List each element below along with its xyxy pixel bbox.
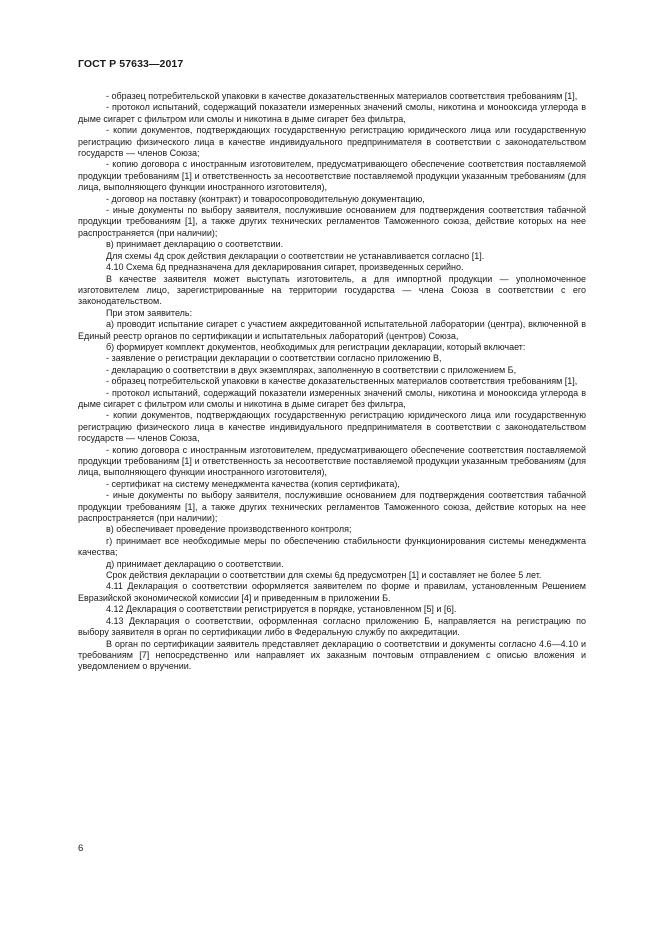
- document-header: ГОСТ Р 57633—2017: [78, 58, 184, 70]
- paragraph: - копии документов, подтверждающих государственную регистрацию юридического лица или государственную регистрацию физического лица в качестве индивидуального предпринимателя в соответствии с законодательством государств — членов Союза,: [78, 410, 586, 444]
- paragraph: В орган по сертификации заявитель представляет декларацию о соответствии и документы согласно 4.6—4.10 и требованиям [7] непосредственно или направляет их заказным почтовым отправлением с описью вложения и уведомлением о вручении.: [78, 638, 586, 672]
- paragraph: - копию договора с иностранным изготовителем, предусматривающего обеспечение соответствия поставляемой продукции требованиям [1] и ответственность за несоответствие поставляемой продукции указанным требованиям (для лица, выполняющего функции иностранного изготовителя),: [78, 159, 586, 193]
- paragraph: - договор на поставку (контракт) и товаросопроводительную документацию,: [106, 193, 425, 204]
- paragraph: При этом заявитель:: [106, 307, 193, 318]
- paragraph: В качестве заявителя может выступать изготовитель, а для импортной продукции — уполномоченное изготовителем лицо, зарегистрированные на территории государства — члена Союза в соответствии с его законодательством.: [78, 273, 586, 307]
- paragraph: б) формирует комплект документов, необходимых для регистрации декларации, который включает:: [106, 341, 526, 352]
- paragraph: - протокол испытаний, содержащий показатели измеренных значений смолы, никотина и монооксида углерода в дыме сигарет с фильтром или смолы и никотина в дыме сигарет без фильтра,: [78, 102, 586, 124]
- paragraph: - декларацию о соответствии в двух экземплярах, заполненную в соответствии с приложением Б,: [106, 364, 517, 375]
- paragraph: - протокол испытаний, содержащий показатели измеренных значений смолы, никотина и монооксида углерода в дыме сигарет с фильтром или смолы и никотина в дыме сигарет без фильтра,: [78, 387, 586, 409]
- paragraph: г) принимает все необходимые меры по обеспечению стабильности функционирования системы менеджмента качества;: [78, 535, 586, 558]
- paragraph: в) обеспечивает проведение производственного контроля;: [106, 524, 352, 535]
- paragraph: - образец потребительской упаковки в качестве доказательственных материалов соответствия требованиям [1],: [106, 376, 578, 387]
- page-number: 6: [78, 843, 84, 854]
- paragraph: - заявление о регистрации декларации о соответствии согласно приложению В,: [106, 353, 442, 364]
- paragraph: - иные документы по выбору заявителя, послужившие основанием для подтверждения соответствия табачной продукции требованиям [1], а также других технических регламентов Таможенного союза, действие которых на нее распространяется (при наличии);: [78, 490, 586, 524]
- paragraph: - копии документов, подтверждающих государственную регистрацию юридического лица или государственную регистрацию физического лица в качестве индивидуального предпринимателя в соответствии с законодательством государств — членов Союза;: [78, 125, 586, 159]
- paragraph: в) принимает декларацию о соответствии.: [106, 239, 284, 250]
- paragraph: а) проводит испытание сигарет с участием аккредитованной испытательной лаборатории (центра), включенной в Единый реестр органов по сертификации и испытательных лабораторий (центров) Союза,: [78, 319, 586, 341]
- paragraph: Срок действия декларации о соответствии для схемы 6д предусмотрен [1] и составляет не более 5 лет.: [106, 570, 542, 581]
- paragraph: - образец потребительской упаковки в качестве доказательственных материалов соответствия требованиям [1],: [106, 91, 578, 101]
- section-4-10: 4.10 Схема 6д предназначена для декларирования сигарет, произведенных серийно.: [106, 262, 464, 273]
- paragraph: Для схемы 4д срок действия декларации о соответствии не устанавливается согласно [1].: [106, 250, 485, 261]
- paragraph: д) принимает декларацию о соответствии.: [106, 558, 284, 569]
- document-body: [78, 91, 586, 673]
- section-4-12: 4.12 Декларация о соответствии регистрируется в порядке, установленном [5] и [6].: [106, 604, 457, 615]
- paragraph: - копию договора с иностранным изготовителем, предусматривающего обеспечение соответствия поставляемой продукции требованиям [1] и ответственность за несоответствие поставляемой продукции указанным требованиям (для лица, выполняющего функции иностранного изготовителя),: [78, 444, 586, 478]
- section-4-13: 4.13 Декларация о соответствии, оформленная согласно приложению Б, направляется на регистрацию по выбору заявителя в орган по сертификации либо в Федеральную службу по аккредитации.: [78, 615, 586, 638]
- paragraph: - иные документы по выбору заявителя, послужившие основанием для подтверждения соответствия табачной продукции требованиям [1], а также других технических регламентов Таможенного союза, действие которых на нее распространяется (при наличии);: [78, 205, 586, 238]
- section-4-11: 4.11 Декларация о соответствии оформляется заявителем по форме и правилам, установленным Решением Евразийской экономической комиссии [4] и приведенным в приложении Б.: [78, 581, 586, 603]
- paragraph: - сертификат на систему менеджмента качества (копия сертификата),: [106, 478, 400, 489]
